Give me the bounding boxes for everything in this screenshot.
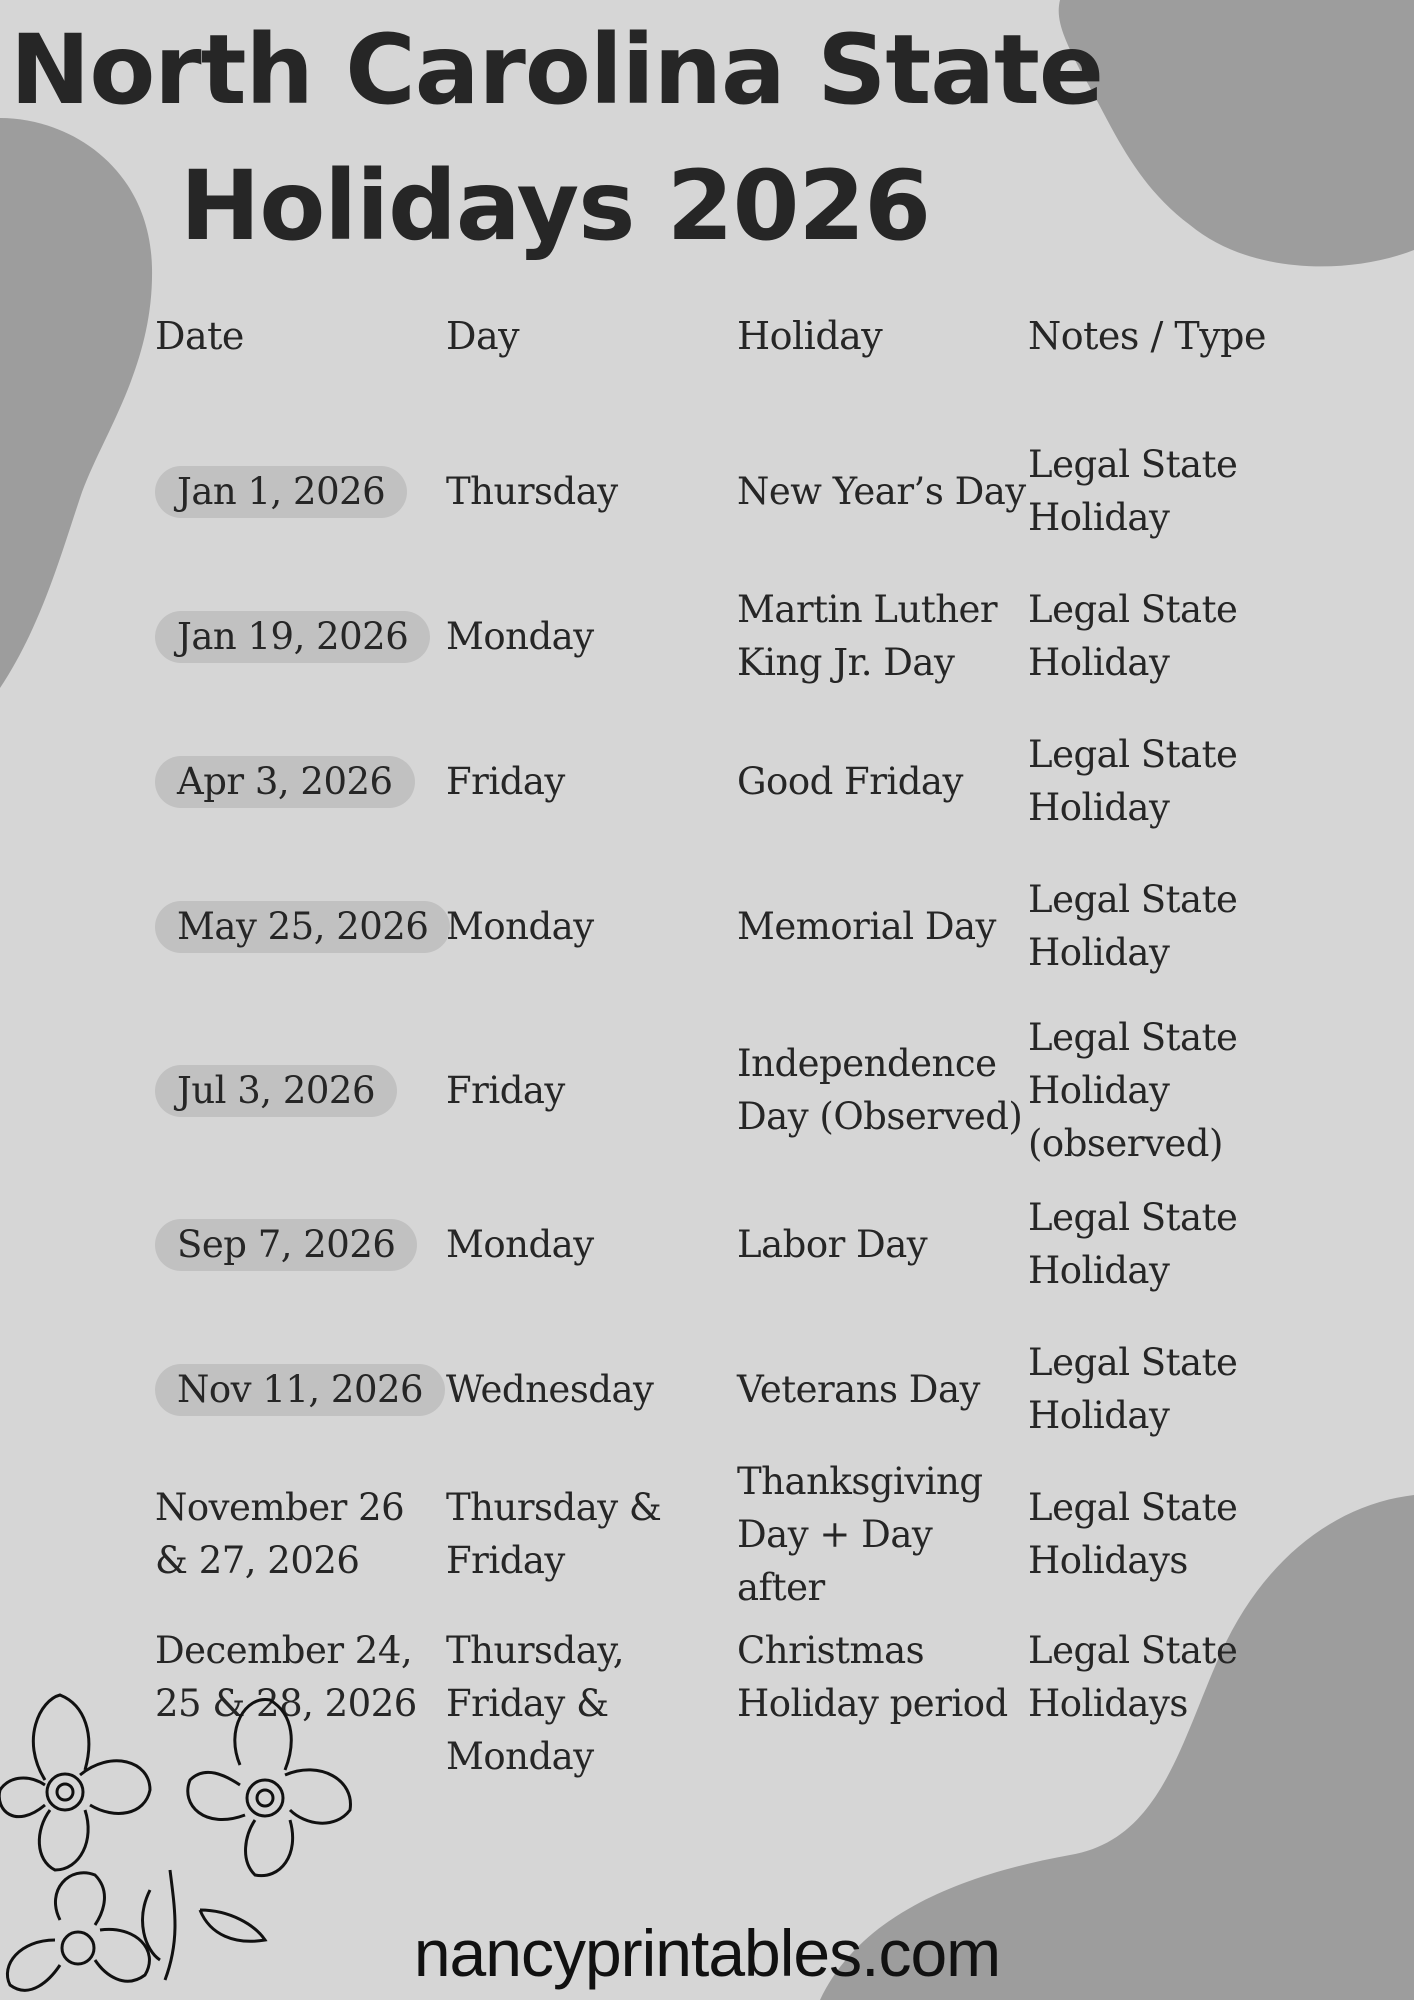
header-day: Day: [446, 314, 520, 358]
date-pill: Sep 7, 2026: [155, 1219, 417, 1271]
holiday-table: [155, 310, 1285, 1778]
holiday-cell: Independence Day (Observed): [737, 1042, 1023, 1138]
footer-website: nancyprintables.com: [413, 1916, 1001, 1990]
holiday-cell: Christmas Holiday period: [737, 1629, 1008, 1725]
date-pill: Apr 3, 2026: [155, 756, 415, 808]
note-cell: Legal State Holiday: [1028, 1341, 1238, 1437]
date-pill: Jan 1, 2026: [155, 466, 407, 518]
holiday-cell: New Year’s Day: [737, 469, 1026, 513]
note-cell: Legal State Holidays: [1028, 1486, 1238, 1582]
note-cell: Legal State Holiday (observed): [1028, 1015, 1238, 1165]
top-right-blob: [1050, 0, 1414, 270]
table-row: [155, 436, 1285, 546]
table-row: [155, 1009, 1285, 1171]
date-cell: December 24, 25 & 28, 2026: [155, 1629, 417, 1725]
day-cell: Monday: [446, 1222, 594, 1266]
flower-icon: [188, 1700, 351, 1876]
holiday-cell: Memorial Day: [737, 904, 996, 948]
date-pill: Jul 3, 2026: [155, 1065, 397, 1117]
table-header: [155, 310, 1285, 380]
table-row: [155, 871, 1285, 981]
note-cell: Legal State Holiday: [1028, 443, 1238, 539]
table-row: [155, 581, 1285, 691]
note-cell: Legal State Holiday: [1028, 588, 1238, 684]
flower-icon: [0, 1695, 150, 1870]
day-cell: Thursday & Friday: [446, 1486, 662, 1582]
title-line-1: North Carolina State: [10, 14, 1103, 126]
left-blob: [0, 118, 155, 688]
holiday-cell: Martin Luther King Jr. Day: [737, 588, 998, 684]
holiday-cell: Good Friday: [737, 759, 963, 803]
day-cell: Friday: [446, 759, 565, 803]
note-cell: Legal State Holidays: [1028, 1629, 1238, 1725]
day-cell: Monday: [446, 904, 594, 948]
table-row: [155, 726, 1285, 836]
date-pill: Jan 19, 2026: [155, 611, 430, 663]
day-cell: Friday: [446, 1068, 565, 1112]
holiday-cell: Labor Day: [737, 1222, 928, 1266]
day-cell: Thursday, Friday & Monday: [446, 1629, 625, 1778]
date-cell: November 26 & 27, 2026: [155, 1486, 405, 1582]
note-cell: Legal State Holiday: [1028, 878, 1238, 974]
date-pill: Nov 11, 2026: [155, 1364, 445, 1416]
day-cell: Wednesday: [446, 1367, 654, 1411]
table-row: [155, 1189, 1285, 1299]
date-pill: May 25, 2026: [155, 901, 450, 953]
note-cell: Legal State Holiday: [1028, 733, 1238, 829]
title-line-2: Holidays 2026: [180, 150, 930, 262]
table-row: [155, 1459, 1285, 1609]
holiday-cell: Thanksgiving Day + Day after: [737, 1459, 983, 1609]
table-row: [155, 1334, 1285, 1444]
day-cell: Thursday: [446, 469, 618, 513]
holiday-cell: Veterans Day: [737, 1367, 980, 1411]
header-date: Date: [155, 314, 244, 358]
note-cell: Legal State Holiday: [1028, 1196, 1238, 1292]
day-cell: Monday: [446, 614, 594, 658]
header-holiday: Holiday: [737, 314, 883, 358]
header-notes: Notes / Type: [1028, 314, 1266, 358]
